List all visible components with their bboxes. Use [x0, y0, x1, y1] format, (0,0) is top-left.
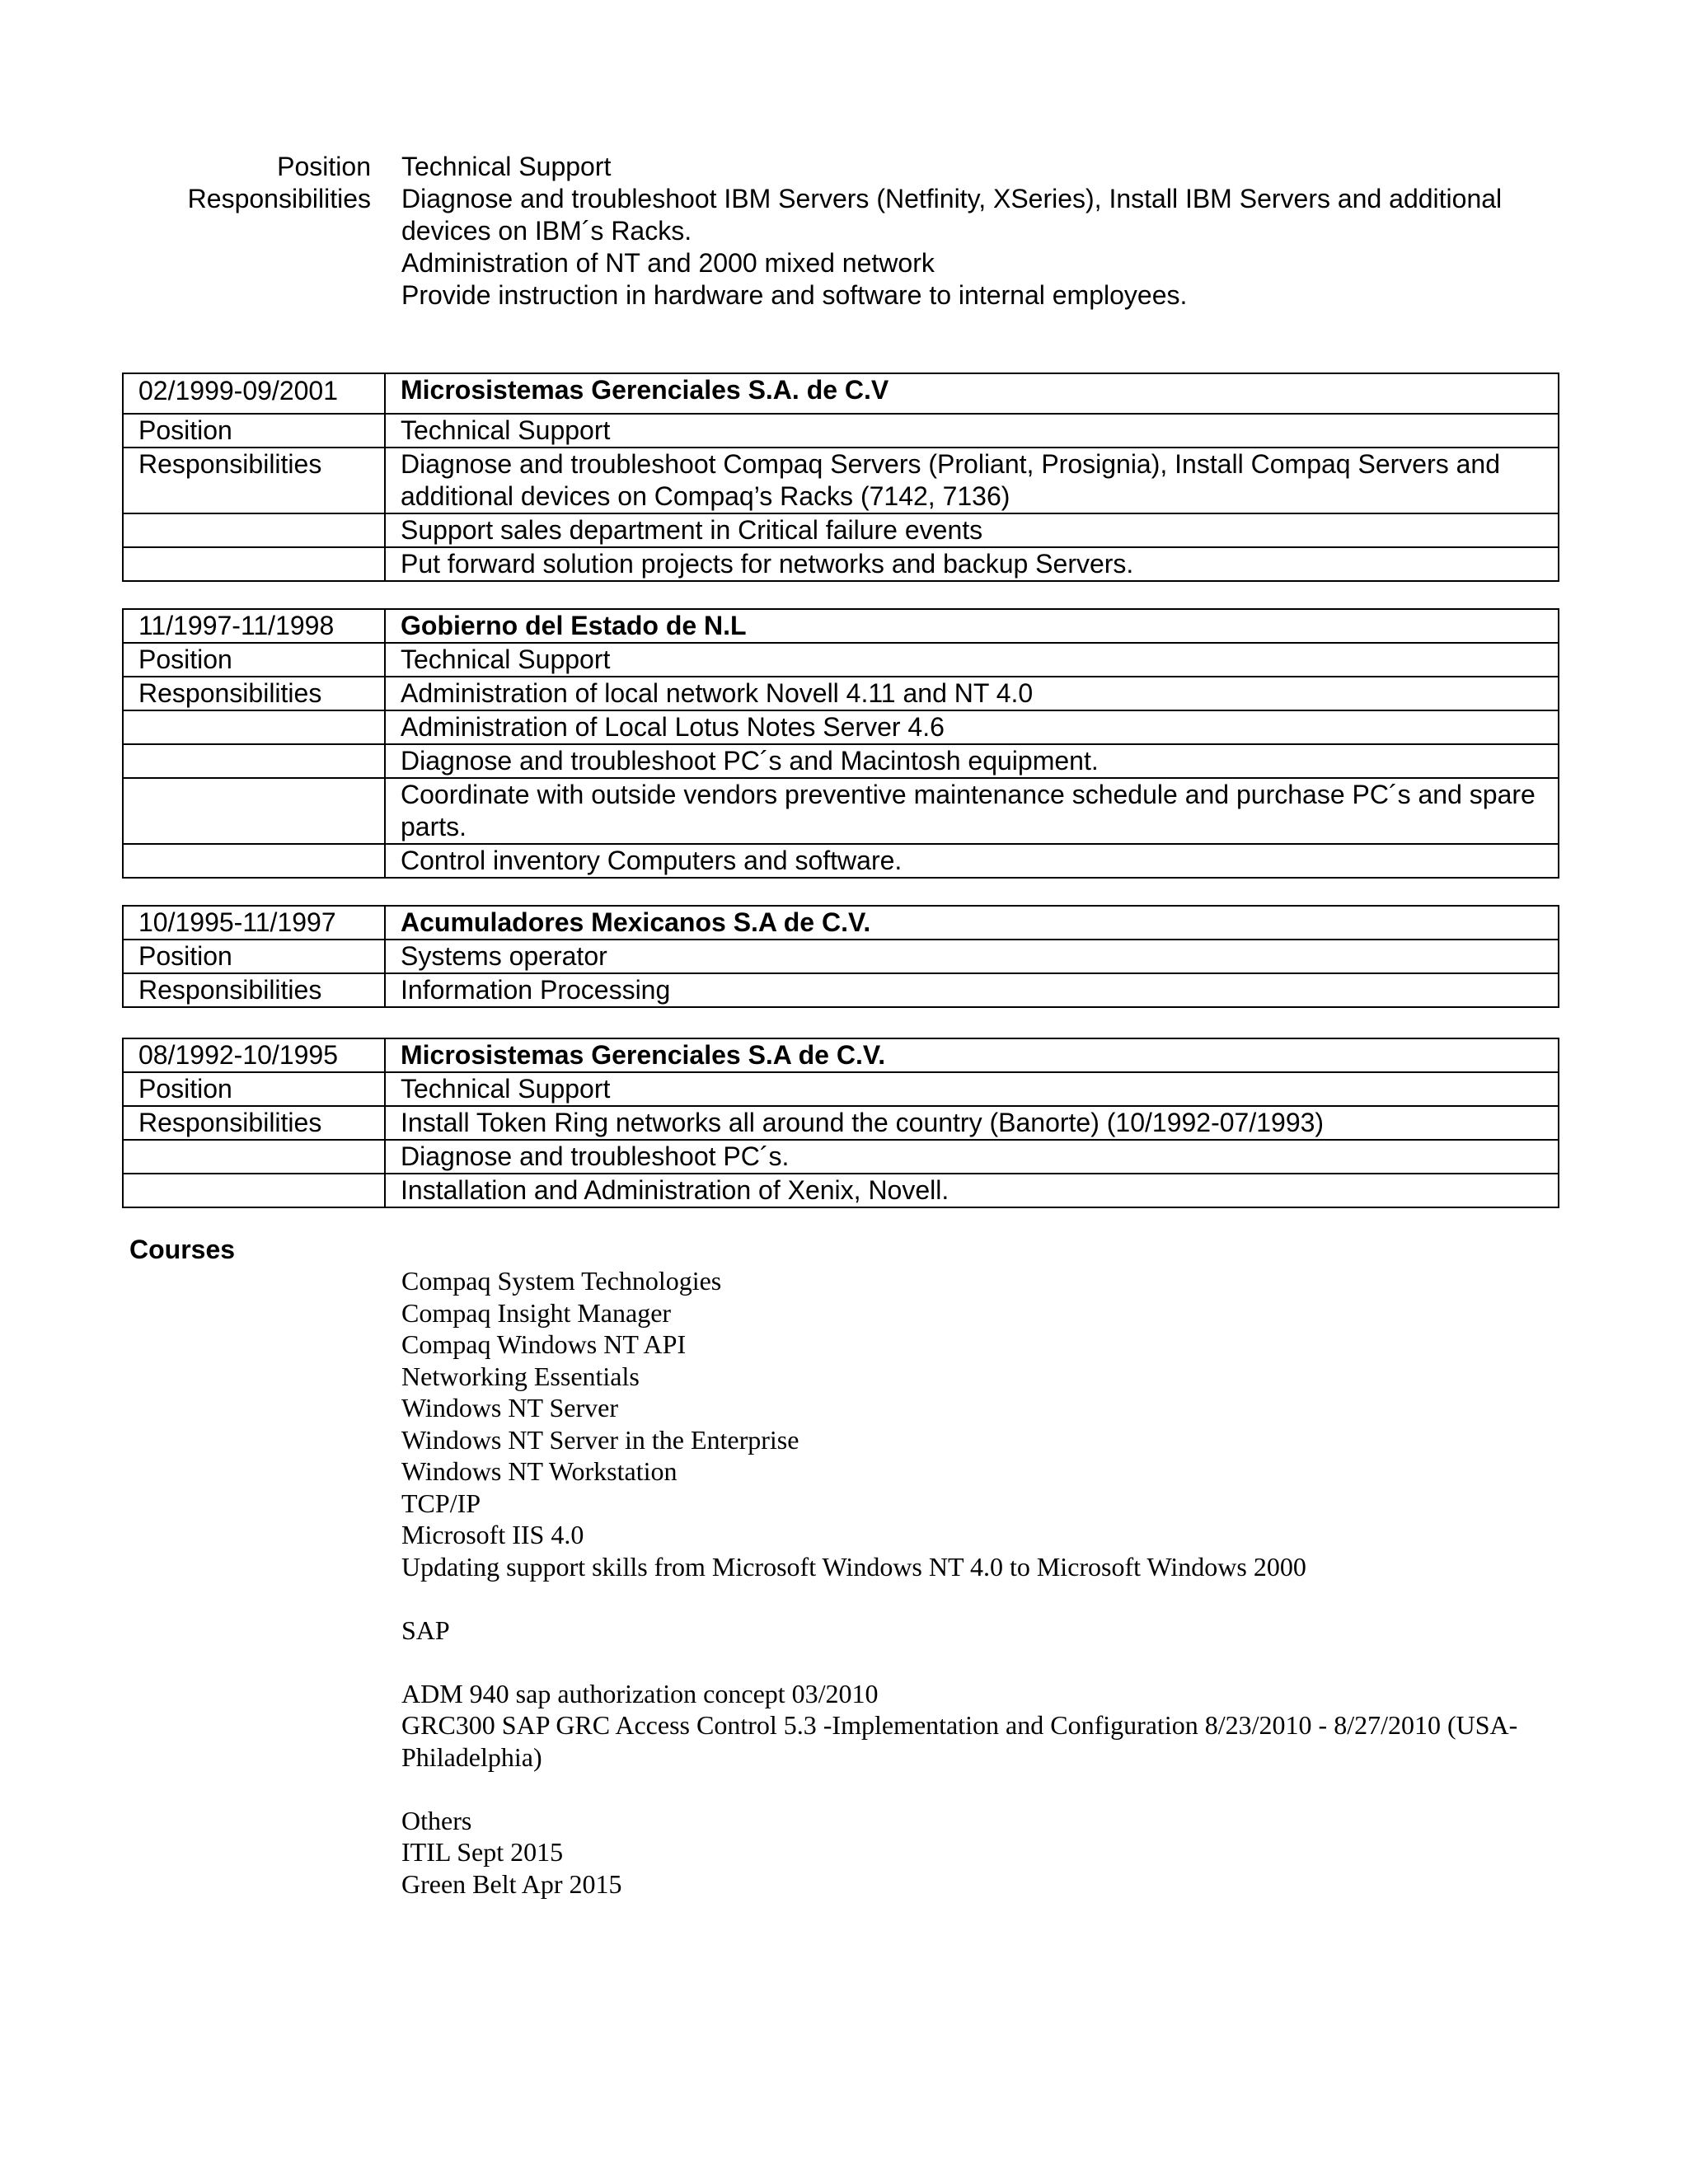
empty-cell: [123, 1174, 385, 1207]
job-header-row: [123, 373, 1559, 414]
job-responsibility: Install Token Ring networks all around the country (Banorte) (10/1992-07/1993): [385, 1106, 1559, 1140]
job-responsibility: Administration of Local Lotus Notes Server 4.6: [385, 710, 1559, 744]
course-item: Windows NT Server in the Enterprise: [401, 1424, 799, 1455]
job-header-row: [123, 1038, 1559, 1072]
job-responsibility-row: [123, 744, 1559, 778]
job-responsibility: Coordinate with outside vendors preventive maintenance schedule and purchase PC´s and spare parts.: [385, 778, 1559, 844]
intro-responsibility: Diagnose and troubleshoot IBM Servers (Netfinity, XSeries), Install IBM Servers and additional: [401, 184, 1503, 213]
job-responsibility-row: [123, 1174, 1559, 1207]
job-dates: 08/1992-10/1995: [123, 1038, 385, 1072]
empty-cell: [123, 1140, 385, 1174]
job-responsibility-row: [123, 677, 1559, 710]
intro-responsibility: Administration of NT and 2000 mixed network: [401, 248, 935, 278]
job-responsibility-row: [123, 547, 1559, 581]
job-position: Systems operator: [385, 940, 1559, 973]
job-responsibility: Put forward solution projects for networks and backup Servers.: [385, 547, 1559, 581]
job-position-label: Position: [123, 1072, 385, 1106]
course-item: Networking Essentials: [401, 1361, 640, 1391]
job-table-3: [122, 905, 1559, 1008]
job-dates: 02/1999-09/2001: [123, 373, 385, 414]
intro-responsibilities-label: Responsibilities: [187, 184, 371, 213]
empty-cell: [123, 778, 385, 844]
job-table-4: [122, 1038, 1559, 1208]
intro-position-label: Position: [277, 152, 371, 181]
spacer: [401, 1582, 1572, 1615]
job-position: Technical Support: [385, 414, 1559, 448]
job-responsibility-row: [123, 1106, 1559, 1140]
spacer: [401, 1646, 1572, 1678]
job-responsibilities-label: Responsibilities: [123, 973, 385, 1007]
course-item: Compaq Insight Manager: [401, 1297, 672, 1328]
empty-cell: [123, 547, 385, 581]
job-responsibility: Diagnose and troubleshoot PC´s and Macintosh equipment.: [385, 744, 1559, 778]
course-item: Windows NT Workstation: [401, 1456, 678, 1486]
job-position-row: [123, 414, 1559, 448]
job-responsibility-row: [123, 448, 1559, 513]
job-company: Microsistemas Gerenciales S.A. de C.V: [385, 373, 1559, 414]
job-dates: 11/1997-11/1998: [123, 609, 385, 643]
intro-responsibilities-row: [0, 183, 1688, 310]
job-position: Technical Support: [385, 643, 1559, 677]
course-item: Green Belt Apr 2015: [401, 1868, 622, 1899]
intro-responsibility: Provide instruction in hardware and software to internal employees.: [401, 280, 1188, 310]
job-company: Microsistemas Gerenciales S.A de C.V.: [385, 1038, 1559, 1072]
job-responsibility: Control inventory Computers and software.: [385, 844, 1559, 878]
job-responsibility-row: [123, 710, 1559, 744]
job-responsibility-row: [123, 778, 1559, 844]
job-position: Technical Support: [385, 1072, 1559, 1106]
job-table-1: [122, 373, 1559, 582]
course-item: ITIL Sept 2015: [401, 1837, 564, 1867]
job-position-label: Position: [123, 414, 385, 448]
job-dates: 10/1995-11/1997: [123, 906, 385, 940]
course-item: TCP/IP: [401, 1488, 481, 1518]
course-item: Compaq Windows NT API: [401, 1329, 687, 1359]
intro-position-row: [0, 151, 1688, 183]
job-table-2: [122, 608, 1559, 879]
job-header-row: [123, 906, 1559, 940]
course-item: Compaq System Technologies: [401, 1266, 722, 1296]
job-responsibility: Installation and Administration of Xenix, Novell.: [385, 1174, 1559, 1207]
empty-cell: [123, 744, 385, 778]
job-company: Gobierno del Estado de N.L: [385, 609, 1559, 643]
job-header-row: [123, 609, 1559, 643]
courses-list: [401, 1265, 1572, 1900]
course-item: ADM 940 sap authorization concept 03/2010: [401, 1678, 879, 1708]
job-responsibility-row: [123, 844, 1559, 878]
intro-responsibilities-list: [401, 183, 1572, 312]
job-responsibility: Diagnose and troubleshoot Compaq Servers (Proliant, Prosignia), Install Compaq Servers and additional devices on Compaq’s Racks (7142, 7136): [385, 448, 1559, 513]
course-item: Windows NT Server: [401, 1393, 618, 1422]
intro-section: [0, 151, 1688, 310]
courses-heading: Courses: [129, 1235, 236, 1264]
job-responsibility: Information Processing: [385, 973, 1559, 1007]
course-item: Microsoft IIS 4.0: [401, 1520, 584, 1549]
job-company: Acumuladores Mexicanos S.A de C.V.: [385, 906, 1559, 940]
job-responsibility: Diagnose and troubleshoot PC´s.: [385, 1140, 1559, 1174]
job-responsibility: Administration of local network Novell 4.11 and NT 4.0: [385, 677, 1559, 710]
job-position-row: [123, 643, 1559, 677]
job-responsibilities-label: Responsibilities: [123, 1106, 385, 1140]
job-position-row: [123, 940, 1559, 973]
job-responsibility: Support sales department in Critical failure events: [385, 513, 1559, 547]
empty-cell: [123, 513, 385, 547]
course-item: GRC300 SAP GRC Access Control 5.3 -Implementation and Configuration 8/23/2010 - 8/27/2010 (USA-Philadelphia): [401, 1710, 1518, 1772]
empty-cell: [123, 710, 385, 744]
job-responsibilities-label: Responsibilities: [123, 677, 385, 710]
job-position-row: [123, 1072, 1559, 1106]
intro-responsibility: devices on IBM´s Racks.: [401, 216, 692, 246]
job-responsibilities-label: Responsibilities: [123, 448, 385, 513]
sap-heading: SAP: [401, 1615, 450, 1645]
job-position-label: Position: [123, 940, 385, 973]
course-item: Updating support skills from Microsoft Windows NT 4.0 to Microsoft Windows 2000: [401, 1551, 1306, 1582]
job-responsibility-row: [123, 973, 1559, 1007]
spacer: [401, 1773, 1572, 1805]
job-responsibility-row: [123, 1140, 1559, 1174]
empty-cell: [123, 844, 385, 878]
job-position-label: Position: [123, 643, 385, 677]
job-responsibility-row: [123, 513, 1559, 547]
intro-position-value: Technical Support: [401, 152, 612, 181]
others-heading: Others: [401, 1805, 472, 1835]
